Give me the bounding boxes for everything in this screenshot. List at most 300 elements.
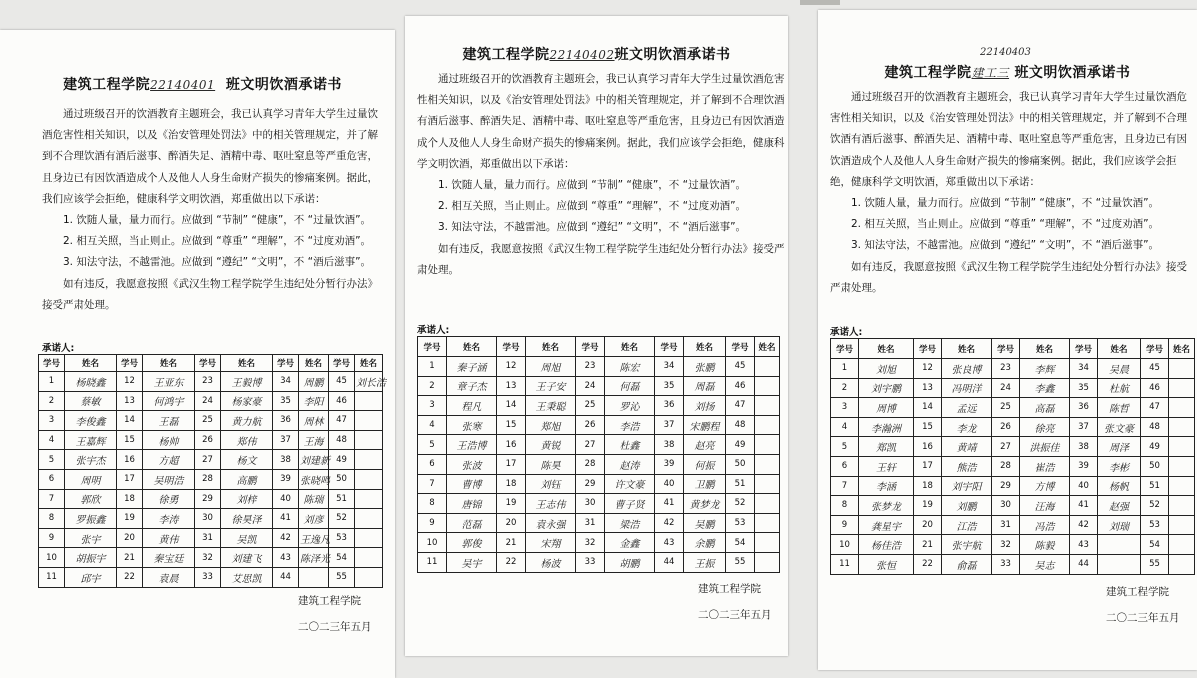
table-row (39, 391, 383, 411)
table-row (418, 454, 780, 474)
signature-name: 冯明洋 (942, 378, 992, 398)
signature-name: 张寒 (447, 415, 497, 435)
title-suffix: 班文明饮酒承诺书 (1014, 65, 1131, 81)
signature-name: 张宇杰 (65, 450, 117, 470)
signature-table (417, 336, 780, 573)
table-row (39, 509, 383, 529)
signature-name: 杜航 (1098, 378, 1141, 398)
student-number: 26 (195, 430, 221, 450)
header-name: 姓名 (1098, 339, 1141, 359)
signature-name: 金鑫 (605, 533, 655, 553)
signature-name: 刘旭 (859, 359, 914, 379)
signature-name: 周磊 (684, 376, 726, 396)
header-student-id: 学号 (992, 339, 1020, 359)
student-number: 52 (1141, 496, 1169, 516)
signature-name: 王磊 (143, 411, 195, 431)
student-number: 25 (195, 411, 221, 431)
student-number: 38 (273, 450, 299, 470)
table-row (418, 513, 780, 533)
student-number: 27 (992, 437, 1020, 457)
signature-name: 胡振宇 (65, 548, 117, 568)
signature-name (1169, 515, 1195, 535)
student-number: 24 (195, 391, 221, 411)
signature-name: 王子安 (526, 376, 576, 396)
signature-name (755, 357, 780, 377)
student-number: 39 (655, 454, 684, 474)
student-number: 11 (39, 567, 65, 587)
signature-name: 艾思凯 (221, 567, 273, 587)
signature-name (755, 415, 780, 435)
signature-name: 袁晨 (143, 567, 195, 587)
signature-name: 汪海 (1020, 496, 1070, 516)
signature-name: 刘扬 (684, 396, 726, 416)
student-number: 23 (195, 372, 221, 392)
student-number: 18 (914, 476, 942, 496)
student-number: 20 (117, 528, 143, 548)
header-student-id: 学号 (195, 355, 221, 372)
student-number: 4 (831, 417, 859, 437)
title-prefix: 建筑工程学院 (63, 77, 151, 93)
student-number: 12 (117, 372, 143, 392)
table-row (831, 437, 1195, 457)
table-row (418, 357, 780, 377)
student-number: 10 (418, 533, 447, 553)
student-number: 8 (418, 494, 447, 514)
table-row (39, 489, 383, 509)
footer-date: 二〇二三年五月 (298, 621, 372, 633)
student-number: 4 (418, 415, 447, 435)
student-number: 34 (273, 372, 299, 392)
signature-name: 何振 (684, 454, 726, 474)
student-number: 34 (1070, 359, 1098, 379)
signature-name: 黄伟 (143, 528, 195, 548)
signature-name: 张波 (447, 454, 497, 474)
student-number: 24 (992, 378, 1020, 398)
student-number: 20 (914, 515, 942, 535)
signature-name: 胡鹏 (605, 552, 655, 572)
pledge-sheet-3 (818, 10, 1197, 670)
signature-name: 张宇航 (942, 535, 992, 555)
student-number: 32 (195, 548, 221, 568)
signature-name: 高磊 (1020, 398, 1070, 418)
signature-name: 王浩博 (447, 435, 497, 455)
student-number: 51 (1141, 476, 1169, 496)
signature-name: 高鹏 (221, 469, 273, 489)
student-number: 16 (914, 437, 942, 457)
student-number: 26 (992, 417, 1020, 437)
signature-name: 黄锐 (526, 435, 576, 455)
penalty-paragraph: 如有违反，我愿意按照《武汉生物工程学院学生违纪处分暂行办法》接受严肃处理。 (42, 277, 378, 311)
class-name-handwritten: 22140401 (150, 78, 216, 92)
signature-name: 曹博 (447, 474, 497, 494)
signature-name: 秦宝廷 (143, 548, 195, 568)
signature-name: 刘长浩 (355, 372, 383, 392)
signature-name: 王志伟 (526, 494, 576, 514)
table-row (831, 476, 1195, 496)
student-number: 27 (195, 450, 221, 470)
student-number: 2 (418, 376, 447, 396)
student-number: 9 (831, 515, 859, 535)
student-number: 8 (831, 496, 859, 516)
pledge-item-3: 3. 知法守法，不越雷池。应做到 “遵纪” “文明”，不 “酒后滋事”。 (438, 221, 747, 234)
student-number: 6 (418, 454, 447, 474)
student-number: 45 (329, 372, 355, 392)
signature-name (299, 567, 329, 587)
signature-name: 黄力航 (221, 411, 273, 431)
student-number: 7 (831, 476, 859, 496)
student-number: 37 (655, 415, 684, 435)
table-row (39, 469, 383, 489)
promisor-label: 承诺人: (42, 343, 75, 354)
signature-name (1169, 378, 1195, 398)
signature-name: 赵亮 (684, 435, 726, 455)
student-number: 9 (39, 528, 65, 548)
student-number: 10 (39, 548, 65, 568)
student-number: 28 (195, 469, 221, 489)
student-number: 2 (831, 378, 859, 398)
student-number: 13 (117, 391, 143, 411)
signature-name (1098, 554, 1141, 574)
student-number: 25 (992, 398, 1020, 418)
sheet-title (10, 74, 395, 94)
penalty-paragraph: 如有违反，我愿意按照《武汉生物工程学院学生违纪处分暂行办法》接受严肃处理。 (417, 242, 785, 276)
student-number: 32 (576, 533, 605, 553)
signature-name: 宋鹏程 (684, 415, 726, 435)
student-number: 22 (497, 552, 526, 572)
student-number: 37 (1070, 417, 1098, 437)
pledge-body (42, 104, 388, 316)
student-number: 28 (576, 454, 605, 474)
student-number: 12 (497, 357, 526, 377)
signature-name: 徐勇 (143, 489, 195, 509)
student-number: 43 (273, 548, 299, 568)
student-number: 42 (273, 528, 299, 548)
signature-name: 熊浩 (942, 456, 992, 476)
student-number: 52 (329, 509, 355, 529)
table-row (418, 396, 780, 416)
signature-name (755, 474, 780, 494)
student-number: 29 (195, 489, 221, 509)
header-student-id: 学号 (39, 355, 65, 372)
signature-name: 陈毅 (1020, 535, 1070, 555)
signature-name: 王海 (299, 430, 329, 450)
title-prefix: 建筑工程学院 (462, 47, 550, 63)
header-student-id: 学号 (576, 337, 605, 357)
student-number: 53 (329, 528, 355, 548)
student-number: 17 (497, 454, 526, 474)
student-number: 23 (576, 357, 605, 377)
promisor-label: 承诺人: (417, 325, 450, 336)
signature-name: 赵涛 (605, 454, 655, 474)
signature-name: 黄靖 (942, 437, 992, 457)
signature-name: 吴明浩 (143, 469, 195, 489)
signature-name: 孟远 (942, 398, 992, 418)
signature-name: 张恒 (859, 554, 914, 574)
header-name: 姓名 (65, 355, 117, 372)
student-number: 44 (273, 567, 299, 587)
signature-name: 周林 (299, 411, 329, 431)
student-number: 29 (992, 476, 1020, 496)
table-row (418, 376, 780, 396)
signature-name: 俞磊 (942, 554, 992, 574)
student-number: 8 (39, 509, 65, 529)
signature-name: 徐亮 (1020, 417, 1070, 437)
signature-name (755, 396, 780, 416)
signature-name: 方超 (143, 450, 195, 470)
student-number: 45 (726, 357, 755, 377)
table-row (418, 474, 780, 494)
header-name: 姓名 (1169, 339, 1195, 359)
signature-name: 邱宇 (65, 567, 117, 587)
header-student-id: 学号 (726, 337, 755, 357)
sheet-title (818, 62, 1197, 82)
header-name: 姓名 (859, 339, 914, 359)
signature-name: 王嘉辉 (65, 430, 117, 450)
pledge-item-2: 2. 相互关照，当止则止。应做到 “尊重” “理解”，不 “过度劝酒”。 (438, 200, 747, 213)
student-number: 18 (497, 474, 526, 494)
student-number: 19 (914, 496, 942, 516)
student-number: 31 (576, 513, 605, 533)
signature-name (1169, 398, 1195, 418)
signature-name (355, 450, 383, 470)
student-number: 15 (914, 417, 942, 437)
student-number: 6 (39, 469, 65, 489)
student-number: 54 (1141, 535, 1169, 555)
student-number: 2 (39, 391, 65, 411)
student-number: 30 (195, 509, 221, 529)
signature-name: 刘钰 (526, 474, 576, 494)
student-number: 39 (1070, 456, 1098, 476)
pledge-sheet-2 (405, 16, 788, 656)
student-number: 38 (1070, 437, 1098, 457)
student-number: 19 (117, 509, 143, 529)
student-number: 5 (39, 450, 65, 470)
signature-name: 刘建飞 (221, 548, 273, 568)
signature-name: 刘宇阳 (942, 476, 992, 496)
table-row (831, 496, 1195, 516)
header-name: 姓名 (755, 337, 780, 357)
footer-school: 建筑工程学院 (298, 595, 361, 607)
student-number: 41 (273, 509, 299, 529)
signature-name: 陈泽光 (299, 548, 329, 568)
header-student-id: 学号 (117, 355, 143, 372)
student-number: 36 (273, 411, 299, 431)
signature-name: 王秉聪 (526, 396, 576, 416)
signature-name: 李彬 (1098, 456, 1141, 476)
signature-name: 吴晨 (1098, 359, 1141, 379)
student-number: 29 (576, 474, 605, 494)
signature-name: 周泽 (1098, 437, 1141, 457)
header-student-id: 学号 (1141, 339, 1169, 359)
signature-name: 江浩 (942, 515, 992, 535)
signature-name: 冯浩 (1020, 515, 1070, 535)
signature-name: 秦子涵 (447, 357, 497, 377)
signature-name: 袁永强 (526, 513, 576, 533)
student-number: 41 (655, 494, 684, 514)
pledge-sheet-1 (0, 30, 395, 678)
student-number: 1 (418, 357, 447, 377)
signature-name: 梁浩 (605, 513, 655, 533)
student-number: 49 (329, 450, 355, 470)
signature-name: 李瀚洲 (859, 417, 914, 437)
signature-name: 王振 (684, 552, 726, 572)
signature-name: 吴宇 (447, 552, 497, 572)
signature-name (355, 528, 383, 548)
student-number: 38 (655, 435, 684, 455)
table-row (418, 552, 780, 572)
student-number: 35 (655, 376, 684, 396)
student-number: 17 (914, 456, 942, 476)
header-name: 姓名 (447, 337, 497, 357)
table-row (39, 528, 383, 548)
table-row (831, 456, 1195, 476)
signature-name: 王轩 (859, 456, 914, 476)
student-number: 50 (329, 469, 355, 489)
table-row (831, 417, 1195, 437)
student-number: 36 (655, 396, 684, 416)
student-number: 54 (329, 548, 355, 568)
student-number: 6 (831, 456, 859, 476)
title-suffix: 班文明饮酒承诺书 (225, 77, 342, 93)
signature-name: 王亚东 (143, 372, 195, 392)
student-number: 48 (329, 430, 355, 450)
student-number: 42 (1070, 515, 1098, 535)
signature-name (755, 513, 780, 533)
signature-name (355, 430, 383, 450)
signature-name: 周明 (65, 469, 117, 489)
signature-name: 王逸凡 (299, 528, 329, 548)
student-number: 11 (418, 552, 447, 572)
signature-name (1098, 535, 1141, 555)
signature-name: 吴凯 (221, 528, 273, 548)
header-student-id: 学号 (329, 355, 355, 372)
signature-name: 章子杰 (447, 376, 497, 396)
signature-name: 余鹏 (684, 533, 726, 553)
signature-name (355, 567, 383, 587)
table-row (831, 398, 1195, 418)
signature-name: 赵强 (1098, 496, 1141, 516)
student-number: 21 (117, 548, 143, 568)
student-number: 7 (39, 489, 65, 509)
signature-name: 何磊 (605, 376, 655, 396)
student-number: 25 (576, 396, 605, 416)
class-number-handwritten: 22140403 (980, 47, 1031, 58)
student-number: 19 (497, 494, 526, 514)
student-number: 12 (914, 359, 942, 379)
signature-name (1169, 496, 1195, 516)
signature-name: 黄梦龙 (684, 494, 726, 514)
table-row (418, 494, 780, 514)
pledge-body (417, 69, 785, 281)
class-name-handwritten: 22140402 (549, 48, 615, 62)
title-prefix: 建筑工程学院 (884, 65, 972, 81)
student-number: 4 (39, 430, 65, 450)
header-name: 姓名 (299, 355, 329, 372)
signature-name (1169, 359, 1195, 379)
header-name: 姓名 (1020, 339, 1070, 359)
header-student-id: 学号 (418, 337, 447, 357)
student-number: 53 (726, 513, 755, 533)
pledge-item-3: 3. 知法守法，不越雷池。应做到 “遵纪” “文明”，不 “酒后滋事”。 (63, 256, 372, 269)
student-number: 48 (1141, 417, 1169, 437)
student-number: 41 (1070, 496, 1098, 516)
student-number: 24 (576, 376, 605, 396)
student-number: 53 (1141, 515, 1169, 535)
signature-name: 刘梓 (221, 489, 273, 509)
signature-name: 张鹏 (684, 357, 726, 377)
table-row (418, 435, 780, 455)
student-number: 40 (273, 489, 299, 509)
intro-paragraph: 通过班级召开的饮酒教育主题班会，我已认真学习青年大学生过量饮酒危害性相关知识，以及《治安管理处罚法》中的相关管理规定，并了解到不合理饮酒有酒后滋事、醉酒失足、酒精中毒、呕吐窒息等严重危害，且身边已有因饮酒造成个人及他人人身生命财产损失的惨痛案例。据此，我们应该学会拒绝，健康科学文明饮酒，郑重做出以下承诺： (42, 108, 378, 205)
signature-name (355, 509, 383, 529)
student-number: 32 (992, 535, 1020, 555)
student-number: 40 (655, 474, 684, 494)
signature-name (1169, 476, 1195, 496)
student-number: 46 (329, 391, 355, 411)
signature-name (1169, 535, 1195, 555)
signature-name: 罗振鑫 (65, 509, 117, 529)
table-row (831, 378, 1195, 398)
signature-name (355, 411, 383, 431)
intro-paragraph: 通过班级召开的饮酒教育主题班会，我已认真学习青年大学生过量饮酒危害性相关知识，以及《治安管理处罚法》中的相关管理规定，并了解到不合理饮酒有酒后滋事、醉酒失足、酒精中毒、呕吐窒息等严重危害，且身边已有因饮酒造成个人及他人人身生命财产损失的惨痛案例。据此，我们应该学会拒绝，健康科学文明饮酒，郑重做出以下承诺： (417, 73, 785, 170)
student-number: 51 (726, 474, 755, 494)
student-number: 35 (273, 391, 299, 411)
header-name: 姓名 (355, 355, 383, 372)
student-number: 15 (117, 430, 143, 450)
student-number: 45 (1141, 359, 1169, 379)
pledge-item-2: 2. 相互关照，当止则止。应做到 “尊重” “理解”，不 “过度劝酒”。 (63, 235, 372, 248)
penalty-paragraph: 如有违反，我愿意按照《武汉生物工程学院学生违纪处分暂行办法》接受严肃处理。 (830, 260, 1187, 294)
student-number: 21 (914, 535, 942, 555)
student-number: 17 (117, 469, 143, 489)
signature-name: 徐昊泽 (221, 509, 273, 529)
signature-name: 杨文 (221, 450, 273, 470)
signature-name: 范磊 (447, 513, 497, 533)
signature-name (755, 376, 780, 396)
signature-name: 王毅博 (221, 372, 273, 392)
student-number: 55 (329, 567, 355, 587)
student-number: 14 (497, 396, 526, 416)
signature-name: 唐锦 (447, 494, 497, 514)
signature-name: 李浩 (605, 415, 655, 435)
signature-name (355, 548, 383, 568)
signature-name: 吴鹏 (684, 513, 726, 533)
signature-name (1169, 417, 1195, 437)
signature-name: 周鹏 (299, 372, 329, 392)
student-number: 36 (1070, 398, 1098, 418)
student-number: 54 (726, 533, 755, 553)
student-number: 16 (117, 450, 143, 470)
signature-name: 李俊鑫 (65, 411, 117, 431)
pledge-item-1: 1. 饮随人量，量力而行。应做到 “节制” “健康”，不 “过量饮酒”。 (63, 214, 372, 227)
header-name: 姓名 (684, 337, 726, 357)
student-number: 33 (576, 552, 605, 572)
student-number: 55 (1141, 554, 1169, 574)
student-number: 47 (1141, 398, 1169, 418)
signature-name: 陈宏 (605, 357, 655, 377)
student-number: 43 (655, 533, 684, 553)
signature-name: 杨佳浩 (859, 535, 914, 555)
signature-name: 陈哲 (1098, 398, 1141, 418)
signature-name (755, 454, 780, 474)
signature-name: 刘瑞 (1098, 515, 1141, 535)
header-student-id: 学号 (655, 337, 684, 357)
student-number: 23 (992, 359, 1020, 379)
signature-name: 郭俊 (447, 533, 497, 553)
student-number: 30 (576, 494, 605, 514)
table-row (39, 450, 383, 470)
signature-name (755, 552, 780, 572)
